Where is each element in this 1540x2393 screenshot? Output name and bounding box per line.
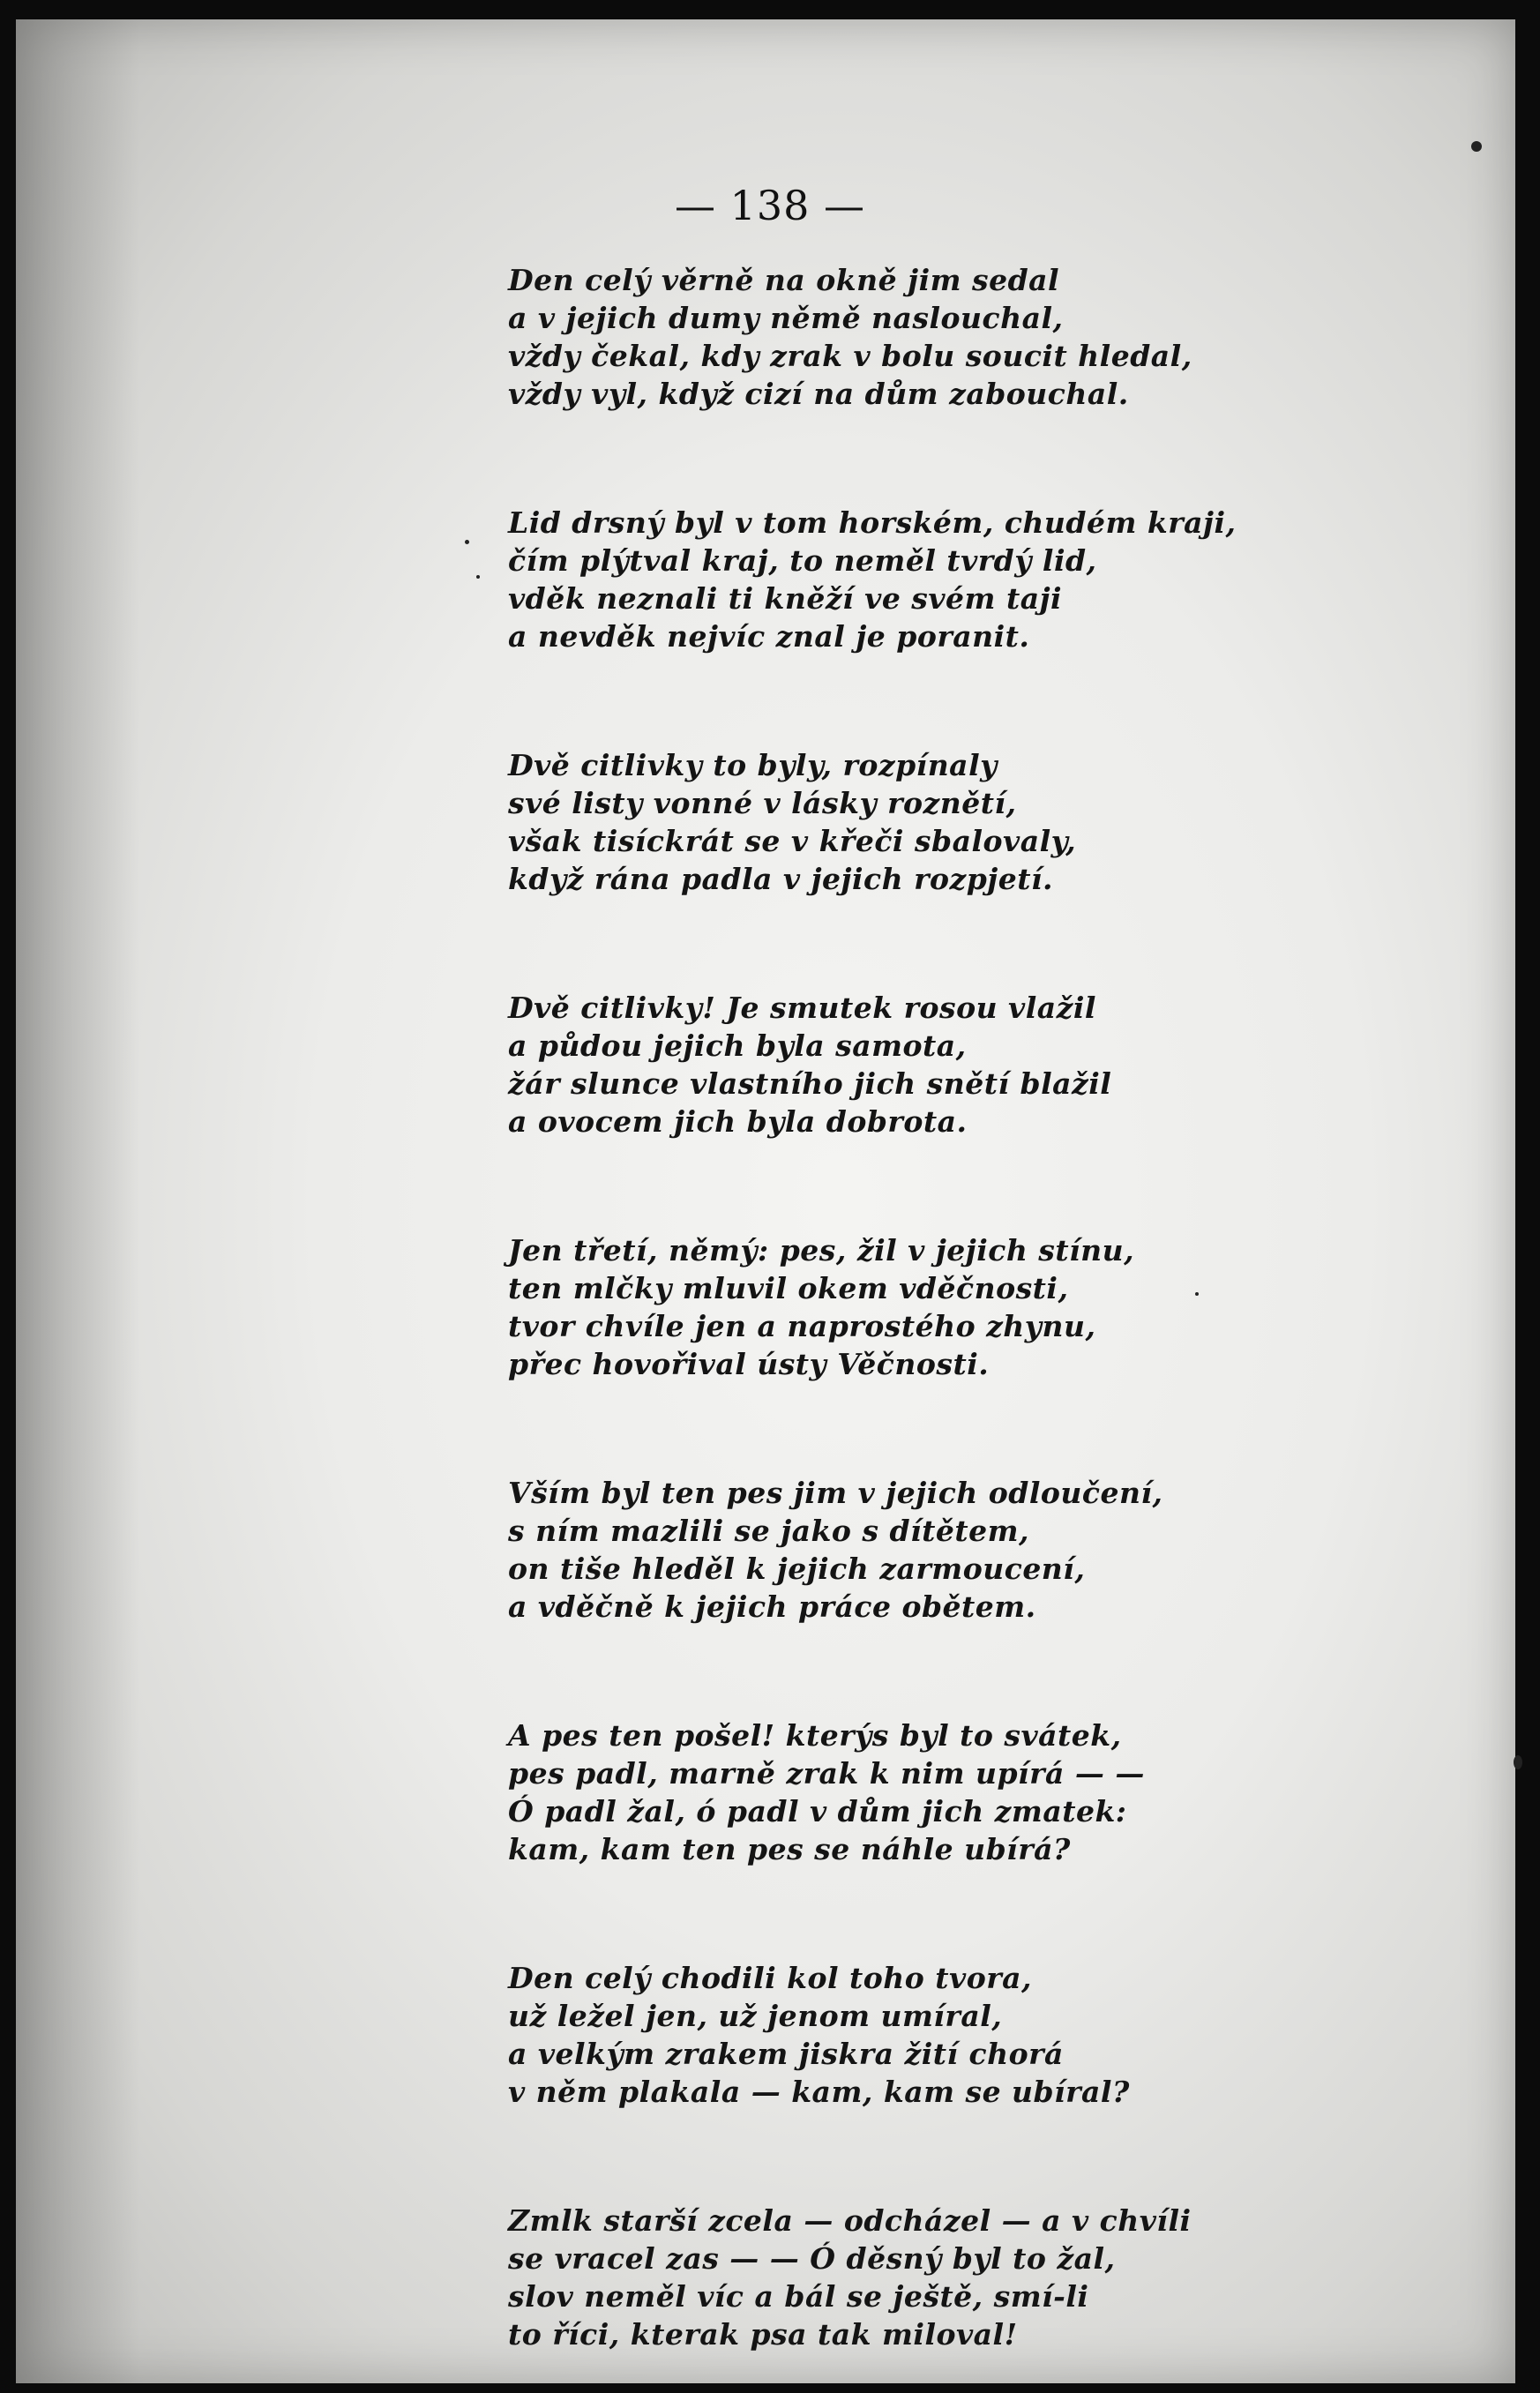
poem-line: své listy vonné v lásky roznětí, — [508, 786, 1017, 820]
poem-line: ten mlčky mluvil okem vděčnosti, — [508, 1271, 1069, 1305]
poem-line: Den celý věrně na okně jim sedal — [508, 263, 1060, 297]
poem-line: Ó padl žal, ó padl v dům jich zmatek: — [508, 1794, 1127, 1828]
poem-line: se vracel zas — — Ó děsný byl to žal, — [508, 2241, 1116, 2276]
poem-line: a vděčně k jejich práce obětem. — [508, 1589, 1036, 1624]
poem-line: Lid drsný byl v tom horském, chudém kraji, — [508, 505, 1237, 540]
poem-line: a velkým zrakem jiskra žití chorá — [508, 2037, 1064, 2071]
poem-line: a půdou jejich byla samota, — [508, 1028, 967, 1063]
poem-line: A pes ten pošel! kterýs byl to svátek, — [508, 1718, 1122, 1753]
poem-line: vděk neznali ti kněží ve svém taji — [508, 581, 1063, 616]
poem-line: s ním mazlili se jako s dítětem, — [508, 1514, 1029, 1548]
poem-line: vždy vyl, když cizí na dům zabouchal. — [508, 377, 1129, 411]
poem-line: tvor chvíle jen a naprostého zhynu, — [508, 1309, 1096, 1343]
stanza-3 — [508, 746, 1487, 898]
poem-line: a ovocem jich byla dobrota. — [508, 1104, 968, 1139]
dust-speck — [1514, 1755, 1522, 1769]
poem-line: když rána padla v jejich rozpjetí. — [508, 862, 1053, 896]
poem-line: Dvě citlivky to byly, rozpínaly — [508, 748, 998, 782]
stanza-4 — [508, 989, 1487, 1140]
poem-line: to říci, kterak psa tak miloval! — [508, 2317, 1018, 2352]
page-number: — 138 — — [674, 182, 866, 229]
poem-line: už ležel jen, už jenom umíral, — [508, 1999, 1003, 2033]
dust-speck — [465, 540, 469, 544]
poem-line: v něm plakala — kam, kam se ubíral? — [508, 2075, 1130, 2109]
poem-line: Dvě citlivky! Je smutek rosou vlažil — [508, 991, 1096, 1025]
poem-body — [508, 261, 1487, 2353]
poem-line: slov neměl víc a bál se ještě, smí-li — [508, 2279, 1089, 2314]
stanza-5 — [508, 1231, 1487, 1383]
poem-line: kam, kam ten pes se náhle ubírá? — [508, 1832, 1071, 1866]
poem-line: pes padl, marně zrak k nim upírá — — — [508, 1756, 1145, 1791]
poem-line: žár slunce vlastního jich snětí blažil — [508, 1066, 1112, 1101]
dust-speck — [476, 575, 480, 579]
poem-line: Den celý chodili kol toho tvora, — [508, 1961, 1032, 1995]
dust-speck — [1471, 141, 1482, 152]
poem-line: Vším byl ten pes jim v jejich odloučení, — [508, 1476, 1163, 1510]
stanza-1 — [508, 261, 1487, 413]
poem-line: a nevděk nejvíc znal je poranit. — [508, 619, 1030, 654]
poem-line: vždy čekal, kdy zrak v bolu soucit hledal, — [508, 339, 1192, 373]
poem-line: však tisíckrát se v křeči sbalovaly, — [508, 824, 1077, 858]
poem-line: Jen třetí, němý: pes, žil v jejich stínu, — [508, 1233, 1135, 1268]
poem-line: a v jejich dumy němě naslouchal, — [508, 301, 1064, 335]
poem-line: přec hovořival ústy Věčnosti. — [508, 1347, 990, 1381]
stanza-8 — [508, 1959, 1487, 2111]
stanza-2 — [508, 504, 1487, 655]
poem-line: on tiše hleděl k jejich zarmoucení, — [508, 1552, 1086, 1586]
stanza-7 — [508, 1716, 1487, 1868]
poem-line: Zmlk starší zcela — odcházel — a v chvíli — [508, 2203, 1192, 2238]
stanza-6 — [508, 1474, 1487, 1626]
stanza-9 — [508, 2202, 1487, 2353]
poem-line: čím plýtval kraj, to neměl tvrdý lid, — [508, 543, 1097, 578]
scan-edge — [1528, 0, 1540, 2393]
dust-speck — [1195, 1292, 1199, 1296]
